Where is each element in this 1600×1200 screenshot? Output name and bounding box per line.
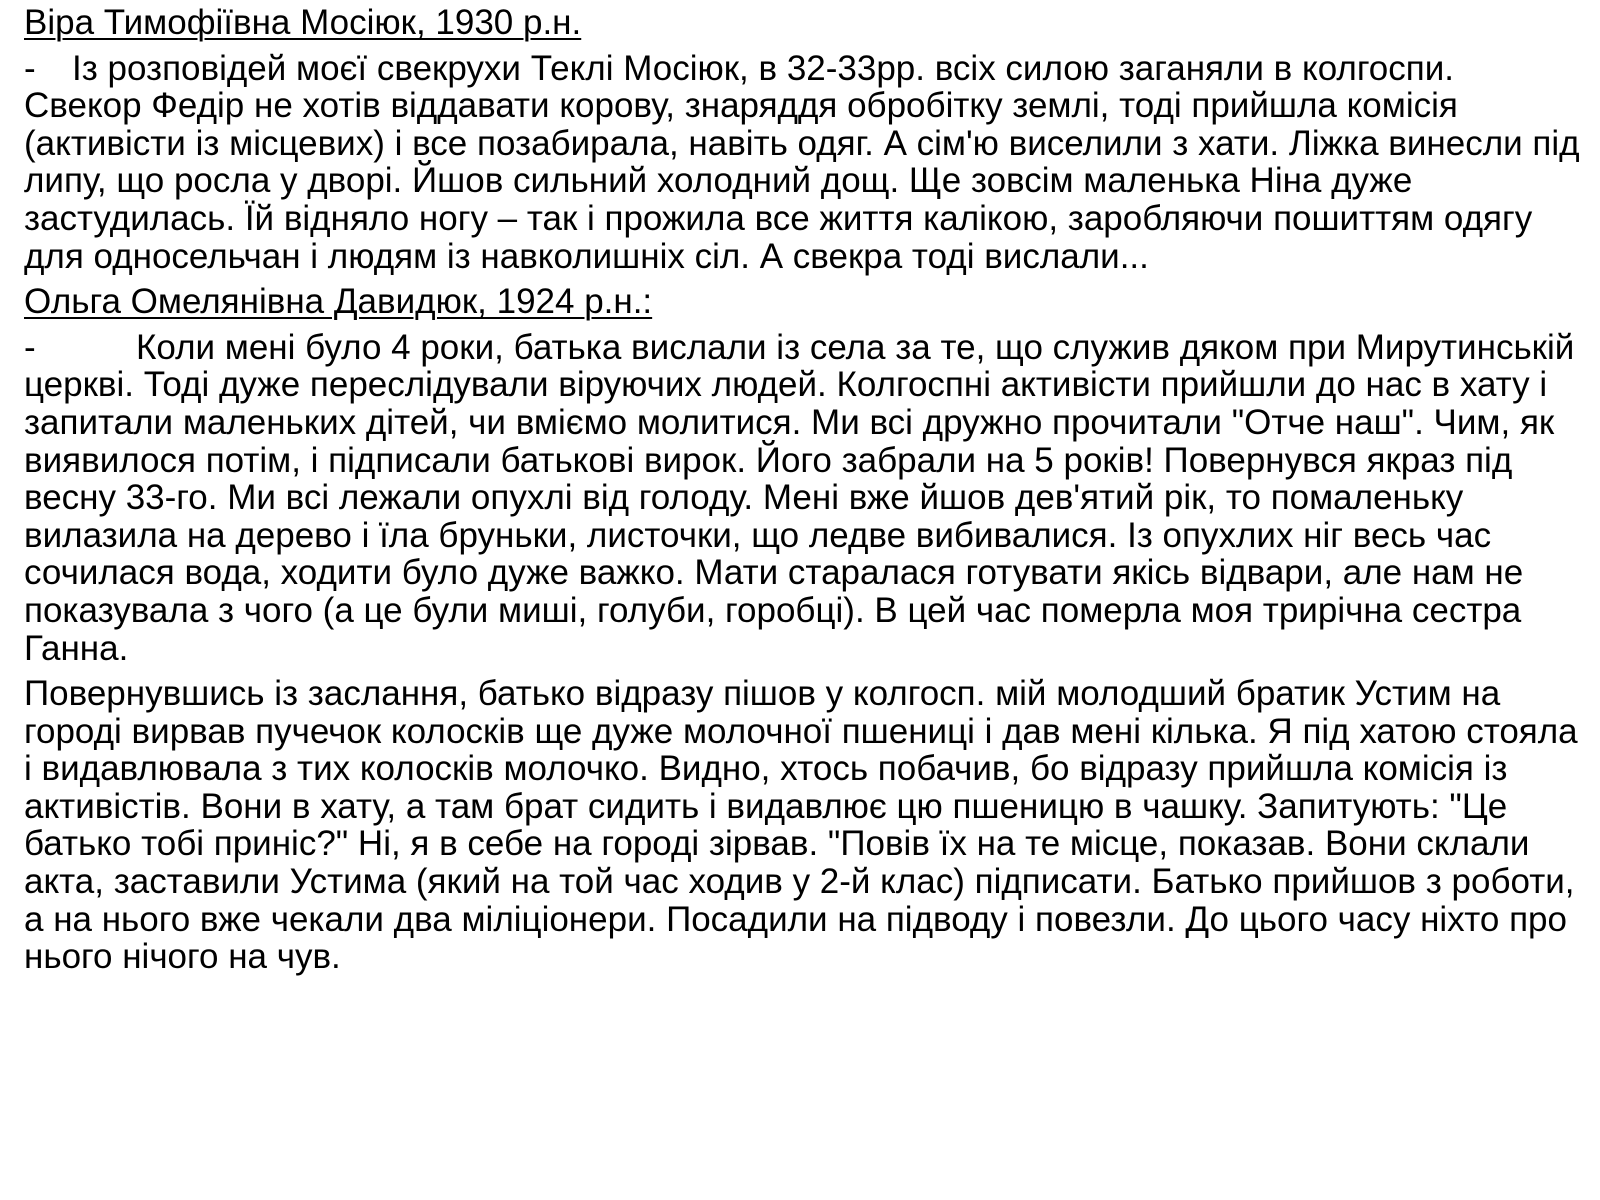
- testimony-paragraph-davydiuk-1: [24, 329, 1580, 667]
- testimony-heading-mosiuk: Віра Тимофіївна Мосіюк, 1930 р.н.: [24, 3, 582, 42]
- testimony-paragraph-mosiuk: [24, 50, 1580, 276]
- testimony-heading-davydiuk: Ольга Омелянівна Давидюк, 1924 р.н.:: [24, 282, 653, 322]
- document-page: [24, 4, 1580, 976]
- list-dash: -: [24, 48, 36, 88]
- testimony-paragraph-davydiuk-2: Повернувшись із заслання, батько відразу пішов у колгосп. мій молодший братик Устим на городі вирвав пучечок колосків ще дуже молочної пшениці і дав мені кілька. Я під хатою стояла і видавлювала з тих колосків молочко. Видно, хтось побачив, бо відразу прийшла комісія із активістів. Вони в хату, а там брат сидить і видавлює цю пшеницю в чашку. Запитують: "Це батько тобі приніс?" Ні, я в себе на городі зірвав. "Повів їх на те місце, показав. Вони склали акта, заставили Устима (який на той час ходив у 2-й клас) підписати. Батько прийшов з роботи, а на нього вже чекали два міліціонери. Посадили на підводу і повезли. До цього часу ніхто про нього нічого на чув.: [24, 674, 1578, 977]
- testimony-text-mosiuk: Із розповідей моєї свекрухи Теклі Мосіюк, в 32-33рр. всіх силою заганяли в колгоспи. Свекор Федір не хотів віддавати корову, знаряддя обробітку землі, тоді прийшла комісія (активісти із місцевих) і все позабирала, навіть одяг. А сім'ю виселили з хати. Ліжка винесли під липу, що росла у дворі. Йшов сильний холодний дощ. Ще зовсім маленька Ніна дуже застудилась. Їй відняло ногу – так і прожила все життя калікою, заробляючи пошиттям одягу для односельчан і людям із навколишніх сіл. А свекра тоді вислали...: [24, 48, 1580, 276]
- list-dash: -: [24, 327, 36, 367]
- testimony-text-davydiuk-1: Коли мені було 4 роки, батька вислали із села за те, що служив дяком при Мирутинській церкві. Тоді дуже переслідували віруючих людей. Колгоспні активісти прийшли до нас в хату і запитали маленьких дітей, чи вміємо молитися. Ми всі дружно прочитали "Отче наш". Чим, як виявилося потім, і підписали батькові вирок. Його забрали на 5 років! Повернувся якраз під весну 33-го. Ми всі лежали опухлі від голоду. Мені вже йшов дев'ятий рік, то помаленьку вилазила на дерево і їла бруньки, листочки, що ледве вибивалися. Із опухлих ніг весь час сочилася вода, ходити було дуже важко. Мати старалася готувати якісь відвари, але нам не показувала з чого (а це були миші, голуби, горобці). В цей час померла моя трирічна сестра Ганна.: [24, 327, 1575, 668]
